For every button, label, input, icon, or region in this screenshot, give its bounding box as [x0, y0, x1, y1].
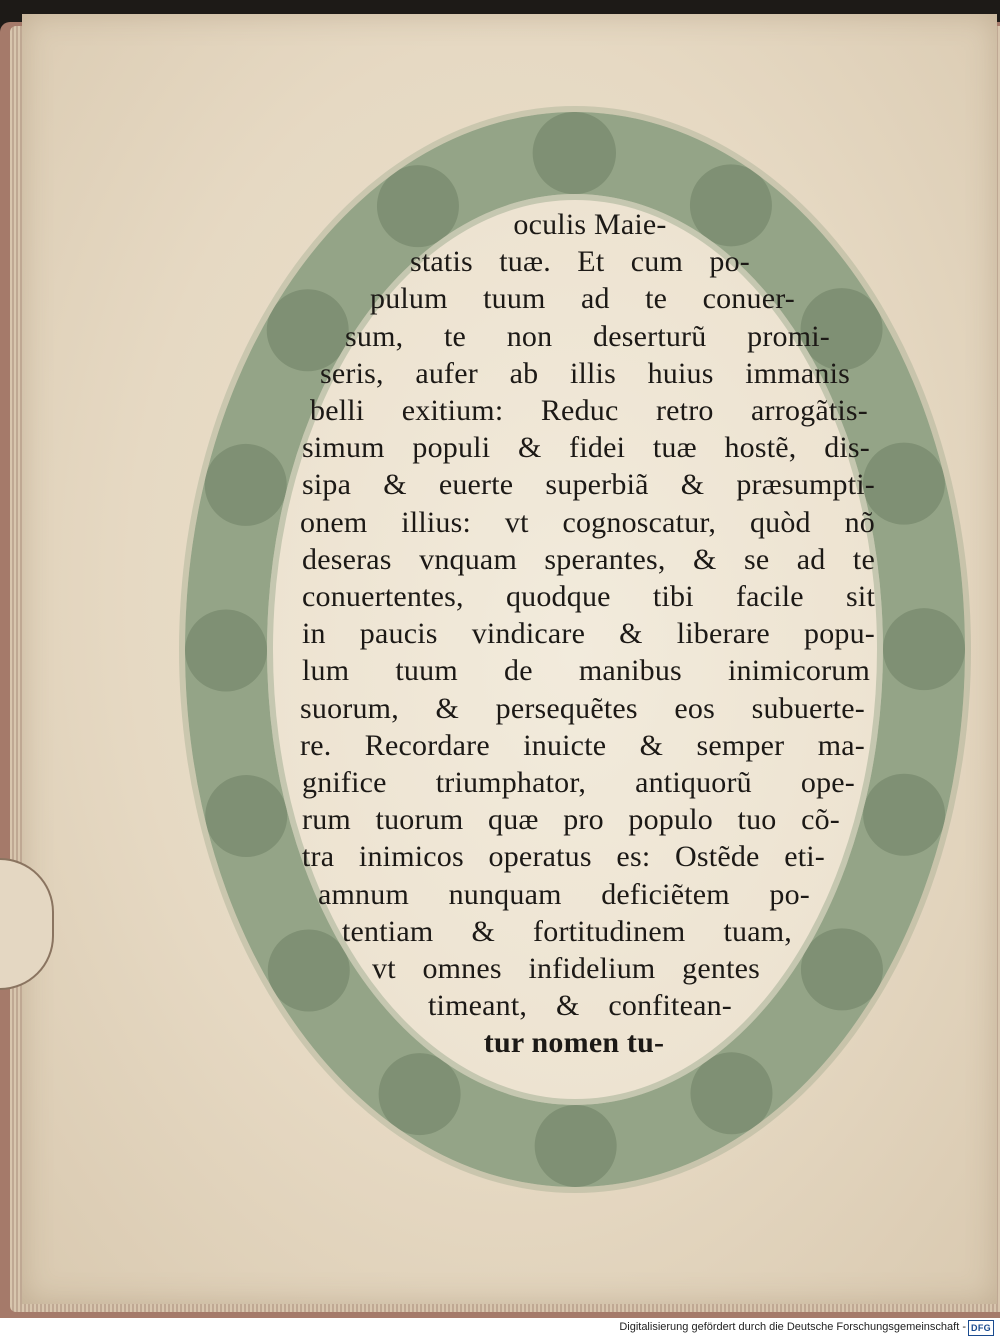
text-line: simum populi & fidei tuæ hostẽ, dis-	[302, 431, 870, 465]
text-line: sipa & euerte superbiã & præsumpti-	[302, 468, 875, 502]
text-line: onem illius: vt cognoscatur, quòd nõ	[300, 505, 875, 539]
text-line: oculis Maie-	[513, 208, 667, 241]
text-line: gnifice triumphator, antiquorũ ope-	[302, 766, 855, 800]
page-text	[290, 206, 880, 1062]
text-line: tra inimicos operatus es: Ostẽde eti-	[302, 840, 825, 874]
text-line: lum tuum de manibus inimicorum	[302, 654, 870, 688]
digitization-credit: Digitalisierung gefördert durch die Deutsche Forschungsgemeinschaft -	[619, 1321, 966, 1333]
text-line: pulum tuum ad te conuer-	[370, 282, 795, 316]
text-line: sum, te non deserturũ promi-	[345, 319, 830, 353]
text-line: seris, aufer ab illis huius immanis	[320, 356, 850, 390]
text-line: suorum, & persequẽtes eos subuerte-	[300, 691, 865, 725]
dfg-logo: DFG	[968, 1320, 994, 1336]
text-line: conuertentes, quodque tibi facile sit	[302, 580, 875, 614]
text-line: amnum nunquam deficiẽtem po-	[318, 877, 810, 911]
text-line: re. Recordare inuicte & semper ma-	[300, 728, 865, 762]
text-line: deseras vnquam sperantes, & se ad te	[302, 542, 875, 576]
text-line: vt omnes infidelium gentes	[372, 952, 760, 986]
text-line: belli exitium: Reduc retro arrogãtis-	[310, 394, 868, 428]
text-line: tentiam & fortitudinem tuam,	[342, 914, 792, 948]
text-line: timeant, & confitean-	[428, 989, 732, 1023]
text-line: statis tuæ. Et cum po-	[410, 245, 750, 279]
text-line: rum tuorum quæ pro populo tuo cõ-	[302, 803, 840, 837]
text-line: tur nomen tu-	[483, 1026, 665, 1060]
text-line: in paucis vindicare & liberare popu-	[302, 617, 875, 651]
